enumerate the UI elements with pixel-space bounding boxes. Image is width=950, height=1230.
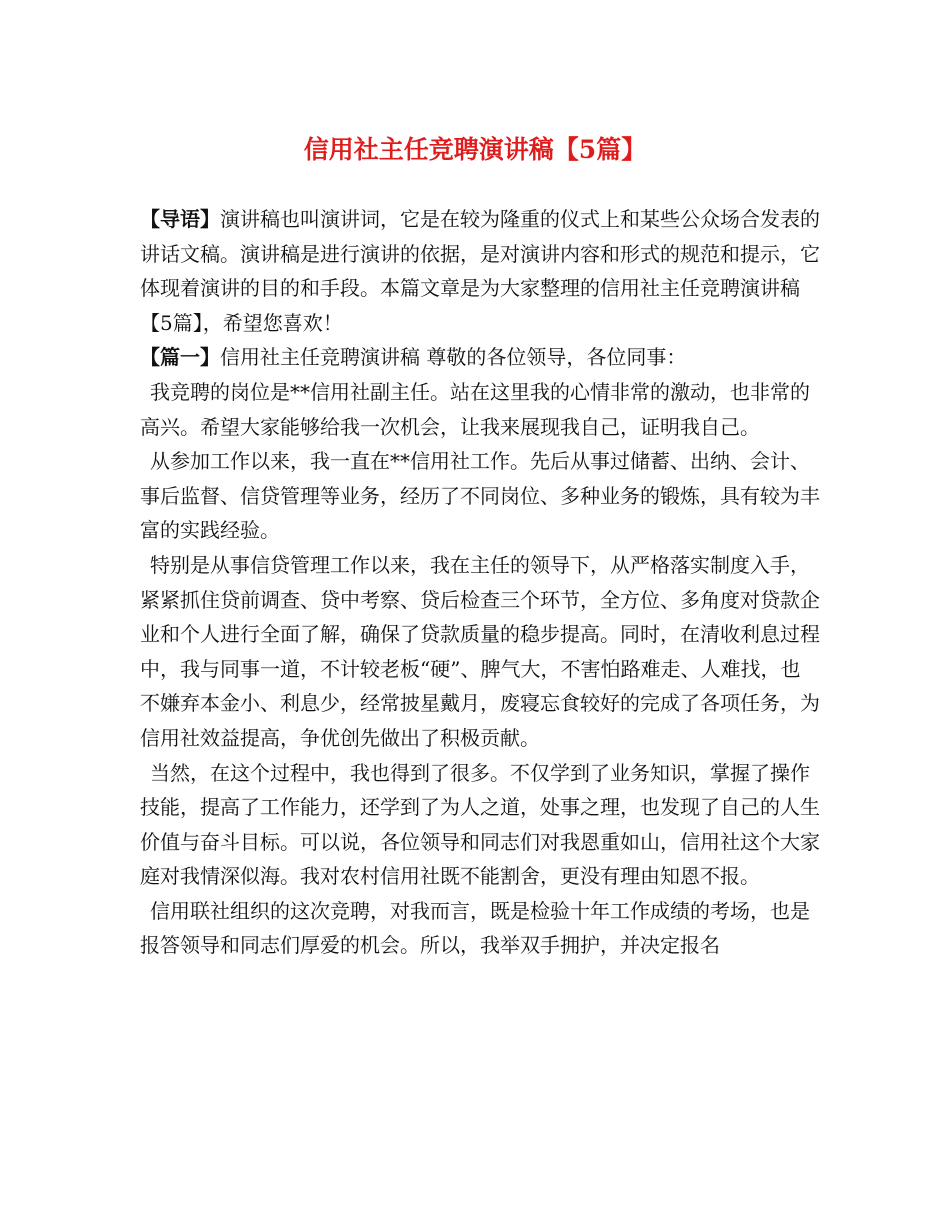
body-paragraph: 我竞聘的岗位是**信用社副主任。站在这里我的心情非常的激动，也非常的高兴。希望大家能够给我一次机会，让我来展现我自己，证明我自己。 [140,379,810,439]
body-paragraph: 当然，在这个过程中，我也得到了很多。不仅学到了业务知识，掌握了操作技能，提高了工作能力，还学到了为人之道，处事之理，也发现了自己的人生价值与奋斗目标。可以说，各位领导和同志们对我恩重如山，信用社这个大家庭对我情深似海。我对农村信用社既不能割舍，更没有理由知恩不报。 [140,760,820,889]
document-title: 信用社主任竞聘演讲稿【5篇】 [303,135,647,164]
section-heading [140,340,820,375]
section-heading-text: 信用社主任竞聘演讲稿 尊敬的各位领导，各位同事： [220,345,687,370]
document-body [140,202,820,963]
intro-tag: 【导语】 [140,207,220,231]
section-tag: 【篇一】 [140,345,220,370]
body-paragraph: 特别是从事信贷管理工作以来，我在主任的领导下，从严格落实制度入手，紧紧抓住贷前调查、贷中考察、贷后检查三个环节，全方位、多角度对贷款企业和个人进行全面了解，确保了贷款质量的稳步提高。同时，在清收利息过程中，我与同事一道，不计较老板“硬”、脾气大，不害怕路难走、人难找，也不嫌弃本金小、利息少，经常披星戴月，废寝忘食较好的完成了各项任务，为信用社效益提高，争优创先做出了积极贡献。 [140,552,820,750]
body-paragraph: 从参加工作以来，我一直在**信用社工作。先后从事过储蓄、出纳、会计、事后监督、信贷管理等业务，经历了不同岗位、多种业务的锻炼，具有较为丰富的实践经验。 [140,449,820,543]
body-paragraph: 信用联社组织的这次竞聘，对我而言，既是检验十年工作成绩的考场，也是报答领导和同志们厚爱的机会。所以，我举双手拥护，并决定报名 [140,898,810,958]
intro-text: 演讲稿也叫演讲词，它是在较为隆重的仪式上和某些公众场合发表的讲话文稿。演讲稿是进行演讲的依据，是对演讲内容和形式的规范和提示，它体现着演讲的目的和手段。本篇文章是为大家整理的信用社主任竞聘演讲稿【5篇】，希望您喜欢！ [140,207,820,335]
intro-paragraph [140,202,820,340]
